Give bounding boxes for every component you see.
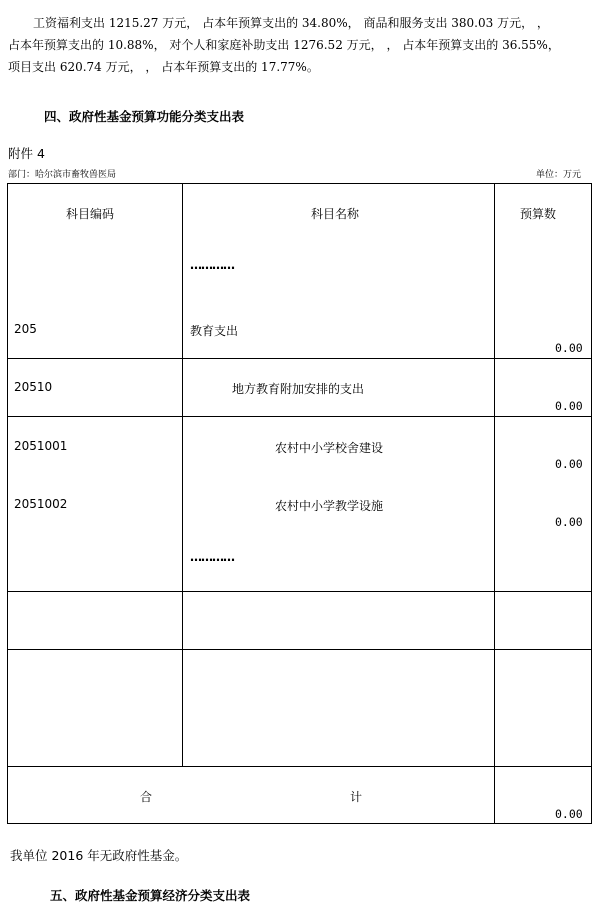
table-border-top [7, 183, 592, 184]
row-2051001-amount: 0.00 [555, 457, 583, 471]
table-border-bottom [7, 823, 592, 824]
row-205-amount: 0.00 [555, 341, 583, 355]
total-label-part-1: 合 [140, 790, 153, 804]
table-row-divider-5 [7, 766, 592, 767]
row-20510-amount: 0.00 [555, 399, 583, 413]
row-205-name: 教育支出 [190, 324, 239, 338]
table-col-divider-1 [182, 183, 183, 767]
ellipsis-top: ………… [190, 258, 234, 272]
section-5-title: 五、政府性基金预算经济分类支出表 [50, 888, 251, 903]
table-row-divider-1 [7, 358, 592, 359]
table-border-right [591, 183, 592, 824]
row-2051002-code: 2051002 [14, 497, 68, 511]
unit-label: 单位：万元 [536, 170, 582, 180]
row-2051001-code: 2051001 [14, 439, 68, 453]
intro-line-2: 占本年预算支出的 10.88%， 对个人和家庭补助支出 1276.52 万元， ， 占本年预算支出的 36.55%， [8, 38, 560, 52]
total-label-part-2: 计 [350, 790, 363, 804]
intro-line-1: 工资福利支出 1215.27 万元， 占本年预算支出的 34.80%， 商品和服务支出 380.03 万元， ， [33, 16, 549, 30]
table-row-divider-3 [7, 591, 592, 592]
total-amount: 0.00 [555, 807, 583, 821]
attachment-label: 附件 4 [8, 146, 45, 161]
row-2051002-amount: 0.00 [555, 515, 583, 529]
row-205-code: 205 [14, 322, 37, 336]
row-2051001-name: 农村中小学校舍建设 [275, 441, 384, 455]
table-border-left [7, 183, 8, 824]
row-2051002-name: 农村中小学教学设施 [275, 499, 384, 513]
no-fund-note: 我单位 2016 年无政府性基金。 [10, 848, 188, 863]
table-row-divider-4 [7, 649, 592, 650]
department-label: 部门：哈尔滨市畜牧兽医局 [8, 170, 117, 180]
header-code: 科目编码 [66, 207, 115, 221]
header-name: 科目名称 [311, 207, 360, 221]
header-amount: 预算数 [520, 207, 557, 221]
row-20510-name: 地方教育附加安排的支出 [232, 382, 365, 396]
intro-line-3: 项目支出 620.74 万元， ， 占本年预算支出的 17.77%。 [8, 60, 319, 74]
row-20510-code: 20510 [14, 380, 53, 394]
table-row-divider-2 [7, 416, 592, 417]
table-col-divider-2 [494, 183, 495, 824]
intro-paragraph [8, 12, 598, 78]
section-4-title: 四、政府性基金预算功能分类支出表 [44, 109, 245, 124]
ellipsis-bottom: ………… [190, 550, 234, 564]
